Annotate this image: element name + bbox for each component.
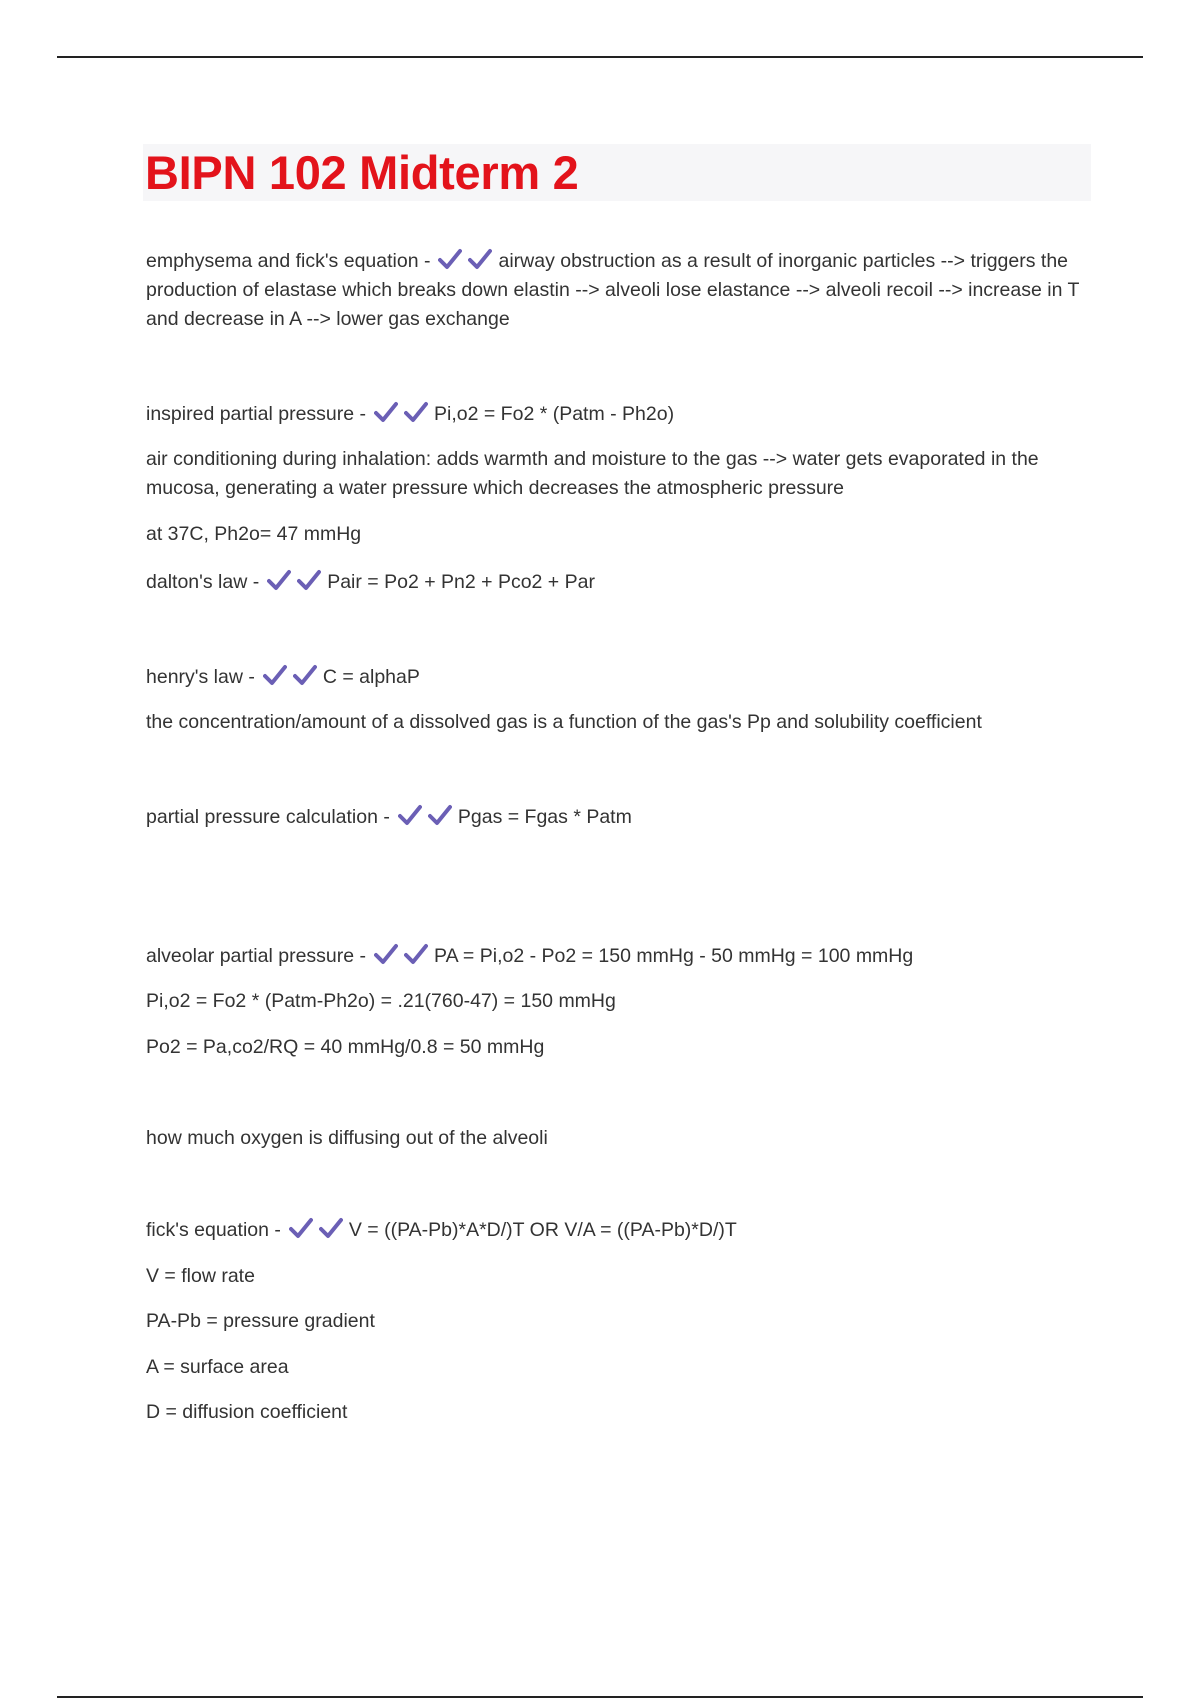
- card-emphysema: [146, 247, 1096, 334]
- check-icon: [438, 248, 462, 270]
- card-term: partial pressure calculation -: [146, 806, 390, 828]
- card-note: A = surface area: [146, 1356, 289, 1378]
- check-icon: [374, 943, 398, 965]
- check-icon: [404, 943, 428, 965]
- card-note: PA-Pb = pressure gradient: [146, 1310, 375, 1332]
- card-note: air conditioning during inhalation: adds warmth and moisture to the gas --> water gets evaporated in the mucosa, generating a water pressure which decreases the atmospheric pressure: [146, 448, 1039, 499]
- check-pair: [438, 247, 498, 276]
- card-definition: Pi,o2 = Fo2 * (Patm - Ph2o): [434, 403, 675, 425]
- card-definition: PA = Pi,o2 - Po2 = 150 mmHg - 50 mmHg = 100 mmHg: [434, 945, 914, 967]
- check-pair: [267, 568, 327, 597]
- card-term: inspired partial pressure -: [146, 403, 367, 425]
- card-definition: Pair = Po2 + Pn2 + Pco2 + Par: [327, 571, 595, 593]
- check-icon: [428, 804, 452, 826]
- check-icon: [263, 664, 287, 686]
- check-icon: [319, 1217, 343, 1239]
- card-definition: V = ((PA-Pb)*A*D/)T OR V/A = ((PA-Pb)*D/)T: [348, 1219, 737, 1241]
- card-henrys-law: [146, 663, 1096, 692]
- card-note: at 37C, Ph2o= 47 mmHg: [146, 523, 362, 545]
- card-definition: Pgas = Fgas * Patm: [457, 806, 632, 828]
- bottom-divider: [57, 1696, 1143, 1698]
- card-note: how much oxygen is diffusing out of the alveoli: [146, 1127, 548, 1149]
- card-inspired-partial-pressure: [146, 400, 1096, 429]
- card-note: V = flow rate: [146, 1265, 255, 1287]
- check-icon: [267, 569, 291, 591]
- card-note: Pi,o2 = Fo2 * (Patm-Ph2o) = .21(760-47) = 150 mmHg: [146, 990, 616, 1012]
- check-pair: [263, 663, 323, 692]
- card-note: D = diffusion coefficient: [146, 1401, 348, 1423]
- card-note: the concentration/amount of a dissolved gas is a function of the gas's Pp and solubility coefficient: [146, 711, 982, 733]
- card-term: henry's law -: [146, 666, 255, 688]
- card-partial-pressure-calculation: [146, 803, 1096, 832]
- check-icon: [289, 1217, 313, 1239]
- card-term: alveolar partial pressure -: [146, 945, 367, 967]
- card-definition: C = alphaP: [322, 666, 420, 688]
- card-alveolar-partial-pressure: [146, 942, 1096, 971]
- card-term: fick's equation -: [146, 1219, 281, 1241]
- check-icon: [374, 401, 398, 423]
- check-icon: [398, 804, 422, 826]
- card-daltons-law: [146, 568, 1096, 597]
- check-pair: [374, 400, 434, 429]
- check-icon: [293, 664, 317, 686]
- check-pair: [398, 803, 458, 832]
- card-definition: airway obstruction as a result of inorganic particles --> triggers the production of elastase which breaks down elastin --> alveoli lose elastance --> alveoli recoil --> increase in T and decrease in A --> lower gas exchange: [146, 250, 1080, 330]
- check-pair: [374, 942, 434, 971]
- check-icon: [404, 401, 428, 423]
- check-icon: [297, 569, 321, 591]
- card-term: emphysema and fick's equation -: [146, 250, 431, 272]
- card-note: Po2 = Pa,co2/RQ = 40 mmHg/0.8 = 50 mmHg: [146, 1036, 545, 1058]
- check-pair: [289, 1216, 349, 1245]
- check-icon: [468, 248, 492, 270]
- page-title: BIPN 102 Midterm 2: [145, 146, 579, 199]
- card-term: dalton's law -: [146, 571, 260, 593]
- card-ficks-equation: [146, 1216, 1096, 1245]
- top-divider: [57, 56, 1143, 58]
